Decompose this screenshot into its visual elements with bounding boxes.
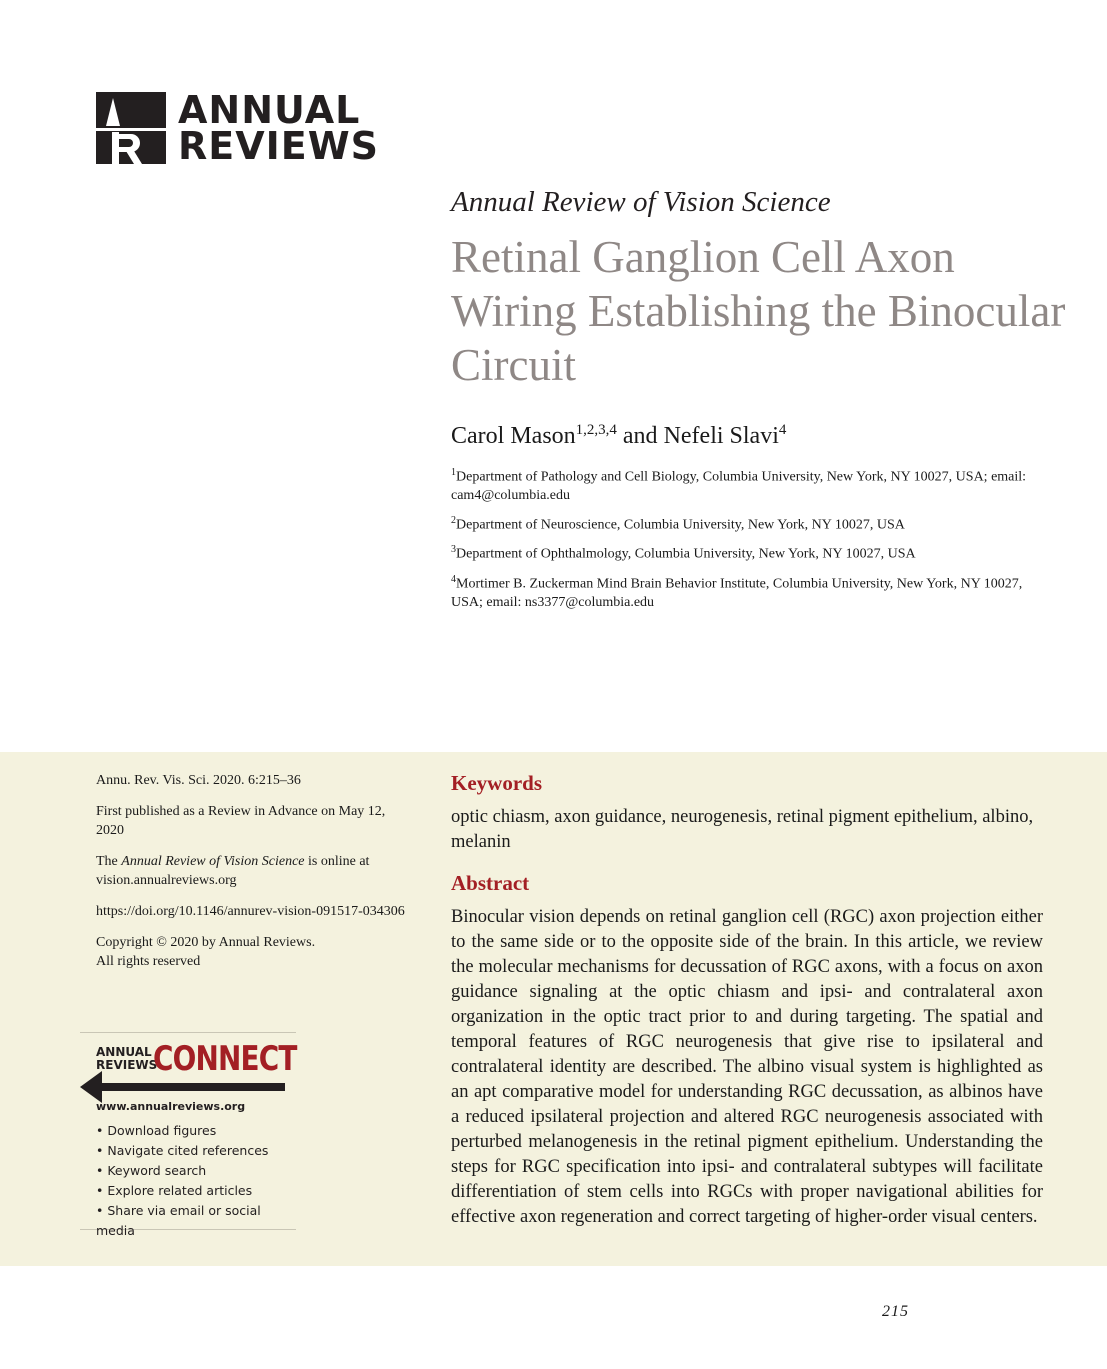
annual-reviews-connect-box[interactable]	[80, 1032, 297, 1238]
list-item: • Share via email or social media	[96, 1203, 261, 1238]
connect-annual-line: ANNUAL	[96, 1045, 152, 1059]
author-name: Nefeli Slavi	[663, 423, 779, 449]
affiliation-item	[451, 464, 1051, 505]
affiliation-item	[451, 512, 1051, 535]
keywords-heading: Keywords	[451, 771, 542, 795]
affiliation-item	[451, 571, 1051, 612]
abstract-text: Binocular vision depends on retinal ganglion cell (RGC) axon projection either to the same side or to the opposite side of the brain. In this article, we review the molecular mechanisms for decussation of RGC axons, with a focus on axon guidance signaling at the optic chiasm and ipsi- and contralateral axon organization in the optic tract prior to and during targeting. The spatial and temporal features of RGC neurogenesis that give rise to ipsilateral and contralateral identity are described. The albino visual system is highlighted as an apt comparative model for understanding RGC decussation, as albinos have a reduced ipsilateral projection and altered RGC neurogenesis associated with perturbed melanogenesis in the retinal pigment epithelium. Understanding the steps for RGC specification into ipsi- and contralateral subtypes will facilitate differentiation of stem cells into RGCs with proper navigational abilities for effective axon regeneration and correct targeting of higher-order visual centers.	[451, 907, 1043, 1227]
logo-line-annual: ANNUAL	[178, 88, 361, 132]
author-conjunction: and	[616, 423, 664, 449]
keywords-text: optic chiasm, axon guidance, neurogenesis, retinal pigment epithelium, albino, melanin	[451, 807, 1034, 852]
author-affiliation-marks: 4	[778, 422, 787, 438]
list-item: • Navigate cited references	[96, 1143, 269, 1158]
page-number: 215	[882, 1303, 909, 1320]
author-list	[451, 422, 786, 450]
connect-feature-list	[96, 1121, 296, 1241]
publication-metadata	[96, 771, 406, 983]
list-item: • Download figures	[96, 1123, 217, 1138]
connect-annual-label	[96, 1046, 157, 1072]
logo-line-reviews: REVIEWS	[178, 124, 380, 168]
rights-line: All rights reserved	[96, 954, 201, 969]
affiliation-item	[451, 541, 1051, 564]
copyright-line: Copyright © 2020 by Annual Reviews.	[96, 935, 316, 950]
affiliation-number: 1	[451, 467, 456, 478]
article-title: Retinal Ganglion Cell Axon Wiring Establishing the Binocular Circuit	[451, 232, 1066, 390]
affiliation-list	[451, 464, 1051, 619]
online-location	[96, 852, 406, 890]
affiliation-text: Department of Ophthalmology, Columbia University, New York, NY 10027, USA	[456, 546, 916, 562]
online-post: is online at vision.annualreviews.org	[96, 854, 370, 888]
author-affiliation-marks: 1,2,3,4	[575, 422, 617, 438]
affiliation-text: Department of Pathology and Cell Biology, Columbia University, New York, NY 10027, USA; email: cam4@columbia.edu	[451, 469, 1027, 503]
connect-reviews-line: REVIEWS	[96, 1058, 158, 1072]
citation: Annu. Rev. Vis. Sci. 2020. 6:215–36	[96, 773, 301, 788]
copyright	[96, 933, 406, 971]
affiliation-number: 3	[451, 544, 456, 556]
affiliation-number: 2	[451, 514, 456, 526]
affiliation-text: Mortimer B. Zuckerman Mind Brain Behavior Institute, Columbia University, New York, NY 10027, USA; email: ns3377@columbia.edu	[451, 576, 1023, 610]
first-published: First published as a Review in Advance on May 12, 2020	[96, 804, 386, 838]
abstract-heading: Abstract	[451, 871, 530, 895]
connect-wordmark: CONNECT	[153, 1039, 297, 1079]
list-item: • Explore related articles	[96, 1183, 253, 1198]
author-name: Carol Mason	[451, 423, 576, 449]
annual-reviews-logo-mark	[96, 92, 166, 164]
affiliation-number: 4	[451, 573, 456, 585]
list-item: • Keyword search	[96, 1163, 207, 1178]
annual-reviews-wordmark	[178, 88, 380, 168]
online-journal: Annual Review of Vision Science	[121, 854, 305, 869]
affiliation-text: Department of Neuroscience, Columbia University, New York, NY 10027, USA	[456, 517, 905, 533]
doi-link[interactable]: https://doi.org/10.1146/annurev-vision-091517-034306	[96, 904, 405, 919]
connect-url[interactable]: www.annualreviews.org	[96, 1100, 246, 1113]
annual-reviews-logo	[96, 88, 380, 168]
online-pre: The	[96, 854, 122, 869]
journal-name: Annual Review of Vision Science	[451, 186, 831, 218]
